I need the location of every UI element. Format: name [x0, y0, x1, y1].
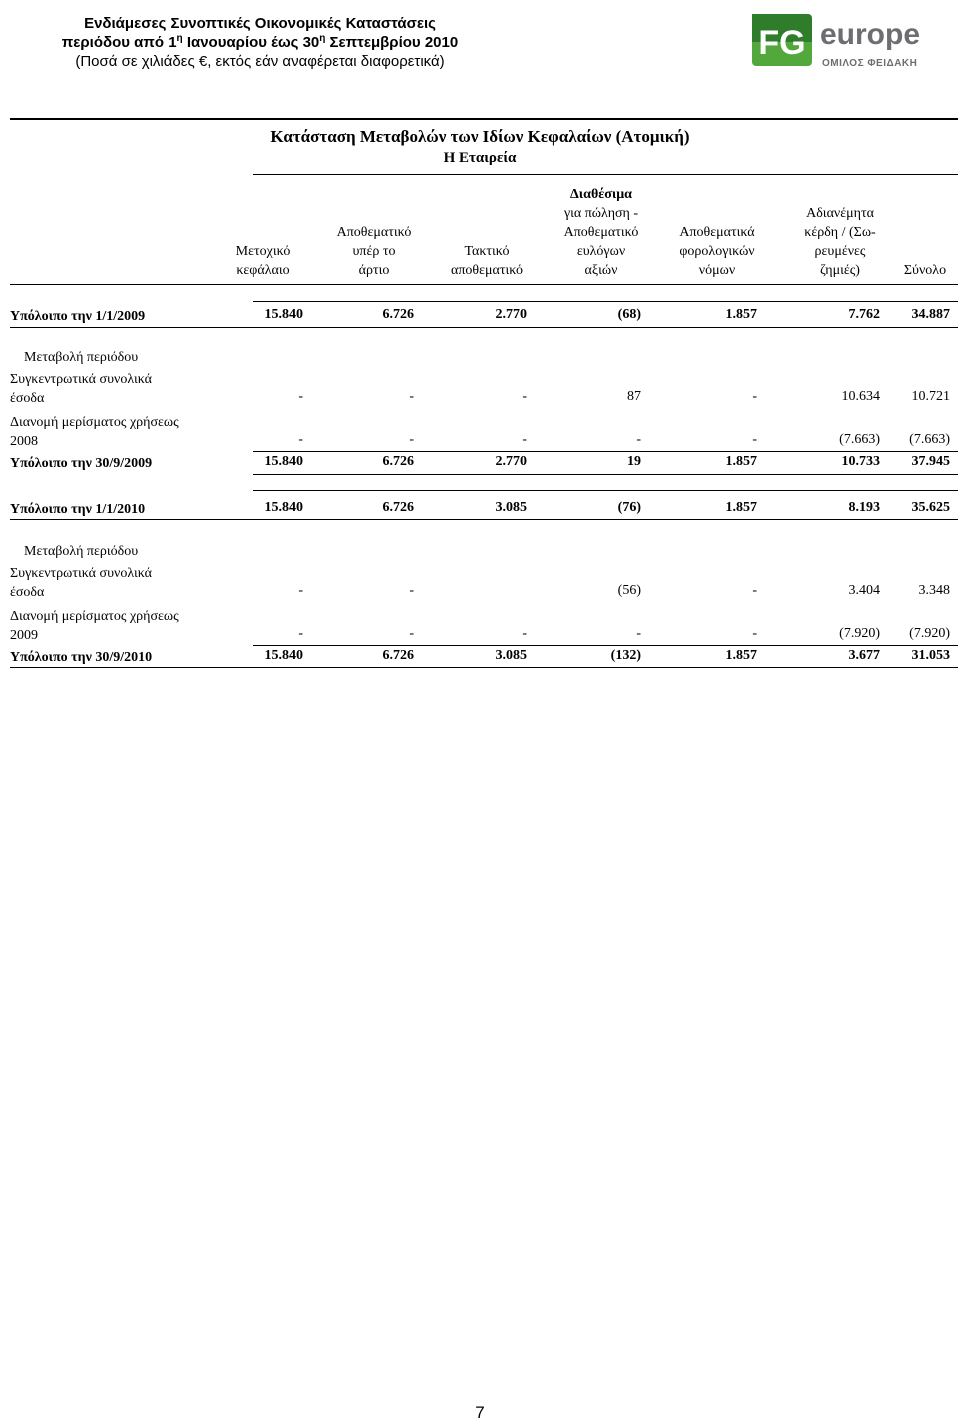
cell-value: 6.726 — [382, 454, 414, 469]
header-superscript-2: η — [319, 33, 326, 44]
cell-value: - — [409, 626, 414, 641]
row-label: Μεταβολή περιόδου — [24, 544, 139, 559]
cell-value: - — [298, 583, 303, 598]
svg-text:europe: europe — [820, 18, 921, 51]
cell-value: 3.085 — [495, 500, 527, 515]
cell-value: 6.726 — [382, 500, 414, 515]
column-header-4: Διαθέσιμα για πώληση - Αποθεματικό ευλόγων αξιών — [563, 187, 639, 278]
header-line-2-part-c: Σεπτεμβρίου 2010 — [325, 34, 459, 51]
cell-value: (7.663) — [909, 432, 950, 447]
table-rule — [10, 667, 958, 668]
cell-value: 31.053 — [911, 648, 950, 663]
row-label: Υπόλοιπο την 30/9/2009 — [10, 456, 153, 471]
cell-value: 3.348 — [918, 583, 950, 598]
header-bottom-rule — [10, 284, 958, 285]
cell-value: 7.762 — [848, 307, 880, 322]
cell-value: 35.625 — [911, 500, 950, 515]
cell-value: - — [298, 626, 303, 641]
cell-value: (132) — [610, 648, 641, 663]
cell-value: 3.404 — [848, 583, 880, 598]
cell-value: 2.770 — [495, 454, 527, 469]
cell-value: 8.193 — [848, 500, 880, 515]
cell-value: 15.840 — [264, 500, 303, 515]
subtitle-rule — [253, 174, 958, 175]
cell-value: (7.920) — [839, 626, 880, 641]
cell-value: 10.721 — [911, 389, 950, 404]
table-rule — [253, 645, 958, 646]
cell-value: - — [636, 626, 641, 641]
cell-value: (7.663) — [839, 432, 880, 447]
report-header — [0, 14, 520, 71]
cell-value: 19 — [627, 454, 641, 469]
row-label: Υπόλοιπο την 1/1/2010 — [10, 502, 146, 517]
column-header-5: Αποθεματικά φορολογικών νόμων — [679, 225, 755, 278]
table-rule — [253, 474, 958, 475]
header-line-2-part-a: περιόδου από 1 — [61, 34, 177, 51]
cell-value: (56) — [617, 583, 641, 598]
cell-value: - — [522, 432, 527, 447]
cell-value: 6.726 — [382, 307, 414, 322]
top-rule — [10, 118, 958, 120]
cell-value: 10.733 — [841, 454, 880, 469]
cell-value: 15.840 — [264, 454, 303, 469]
table-rule — [10, 519, 958, 520]
cell-value: 15.840 — [264, 307, 303, 322]
cell-value: - — [409, 583, 414, 598]
cell-value: 1.857 — [725, 500, 757, 515]
cell-value: - — [522, 389, 527, 404]
cell-value: (76) — [617, 500, 641, 515]
column-header-3: Τακτικό αποθεματικό — [451, 244, 523, 278]
cell-value: - — [409, 389, 414, 404]
cell-value: - — [298, 432, 303, 447]
header-line-3: (Ποσά σε χιλιάδες €, εκτός εάν αναφέρεται διαφορετικά) — [75, 53, 445, 70]
cell-value: 1.857 — [725, 454, 757, 469]
cell-value: - — [752, 389, 757, 404]
table-rule — [253, 301, 958, 302]
row-label: Μεταβολή περιόδου — [24, 350, 139, 365]
cell-value: 37.945 — [911, 454, 950, 469]
cell-value: - — [298, 389, 303, 404]
cell-value: 2.770 — [495, 307, 527, 322]
header-line-2-part-b: Ιανουαρίου έως 30 — [182, 34, 320, 51]
column-header-2: Αποθεματικό υπέρ το άρτιο — [336, 225, 412, 278]
table-rule — [253, 451, 958, 452]
statement-title: Κατάσταση Μεταβολών των Ιδίων Κεφαλαίων (Ατομική) — [270, 127, 690, 146]
cell-value: 1.857 — [725, 648, 757, 663]
cell-value: - — [752, 626, 757, 641]
row-label: Υπόλοιπο την 1/1/2009 — [10, 309, 146, 324]
cell-value: 34.887 — [911, 307, 950, 322]
cell-value: 6.726 — [382, 648, 414, 663]
statement-subtitle: Η Εταιρεία — [443, 150, 517, 166]
header-superscript-1: η — [176, 33, 183, 44]
cell-value: 15.840 — [264, 648, 303, 663]
cell-value: 1.857 — [725, 307, 757, 322]
page-number: 7 — [475, 1403, 485, 1422]
row-label: Διανομή μερίσματος χρήσεως 2008 — [10, 415, 179, 449]
cell-value: (68) — [617, 307, 641, 322]
row-label: Συγκεντρωτικά συνολικά έσοδα — [10, 566, 152, 600]
column-header-7: Σύνολο — [903, 263, 947, 278]
svg-text:FG: FG — [758, 24, 806, 62]
column-header-6: Αδιανέμητα κέρδη / (Σω- ρευμένες ζημιές) — [804, 206, 876, 278]
header-line-2 — [0, 33, 520, 52]
cell-value: 87 — [627, 389, 641, 404]
table-rule — [10, 327, 958, 328]
cell-value: 3.677 — [848, 648, 880, 663]
row-label: Υπόλοιπο την 30/9/2010 — [10, 650, 153, 665]
cell-value: - — [522, 626, 527, 641]
column-header-1: Μετοχικό κεφάλαιο — [235, 244, 291, 278]
cell-value: - — [636, 432, 641, 447]
fg-europe-logo — [748, 8, 928, 74]
row-label: Διανομή μερίσματος χρήσεως 2009 — [10, 609, 179, 643]
cell-value: - — [409, 432, 414, 447]
cell-value: (7.920) — [909, 626, 950, 641]
cell-value: 10.634 — [841, 389, 880, 404]
cell-value: 3.085 — [495, 648, 527, 663]
cell-value: - — [752, 432, 757, 447]
table-rule — [253, 490, 958, 491]
row-label: Συγκεντρωτικά συνολικά έσοδα — [10, 372, 152, 406]
svg-text:ΟΜΙΛΟΣ ΦΕΙΔΑΚΗ: ΟΜΙΛΟΣ ΦΕΙΔΑΚΗ — [822, 58, 918, 69]
cell-value: - — [752, 583, 757, 598]
header-line-1: Ενδιάμεσες Συνοπτικές Οικονομικές Καταστάσεις — [84, 15, 436, 32]
